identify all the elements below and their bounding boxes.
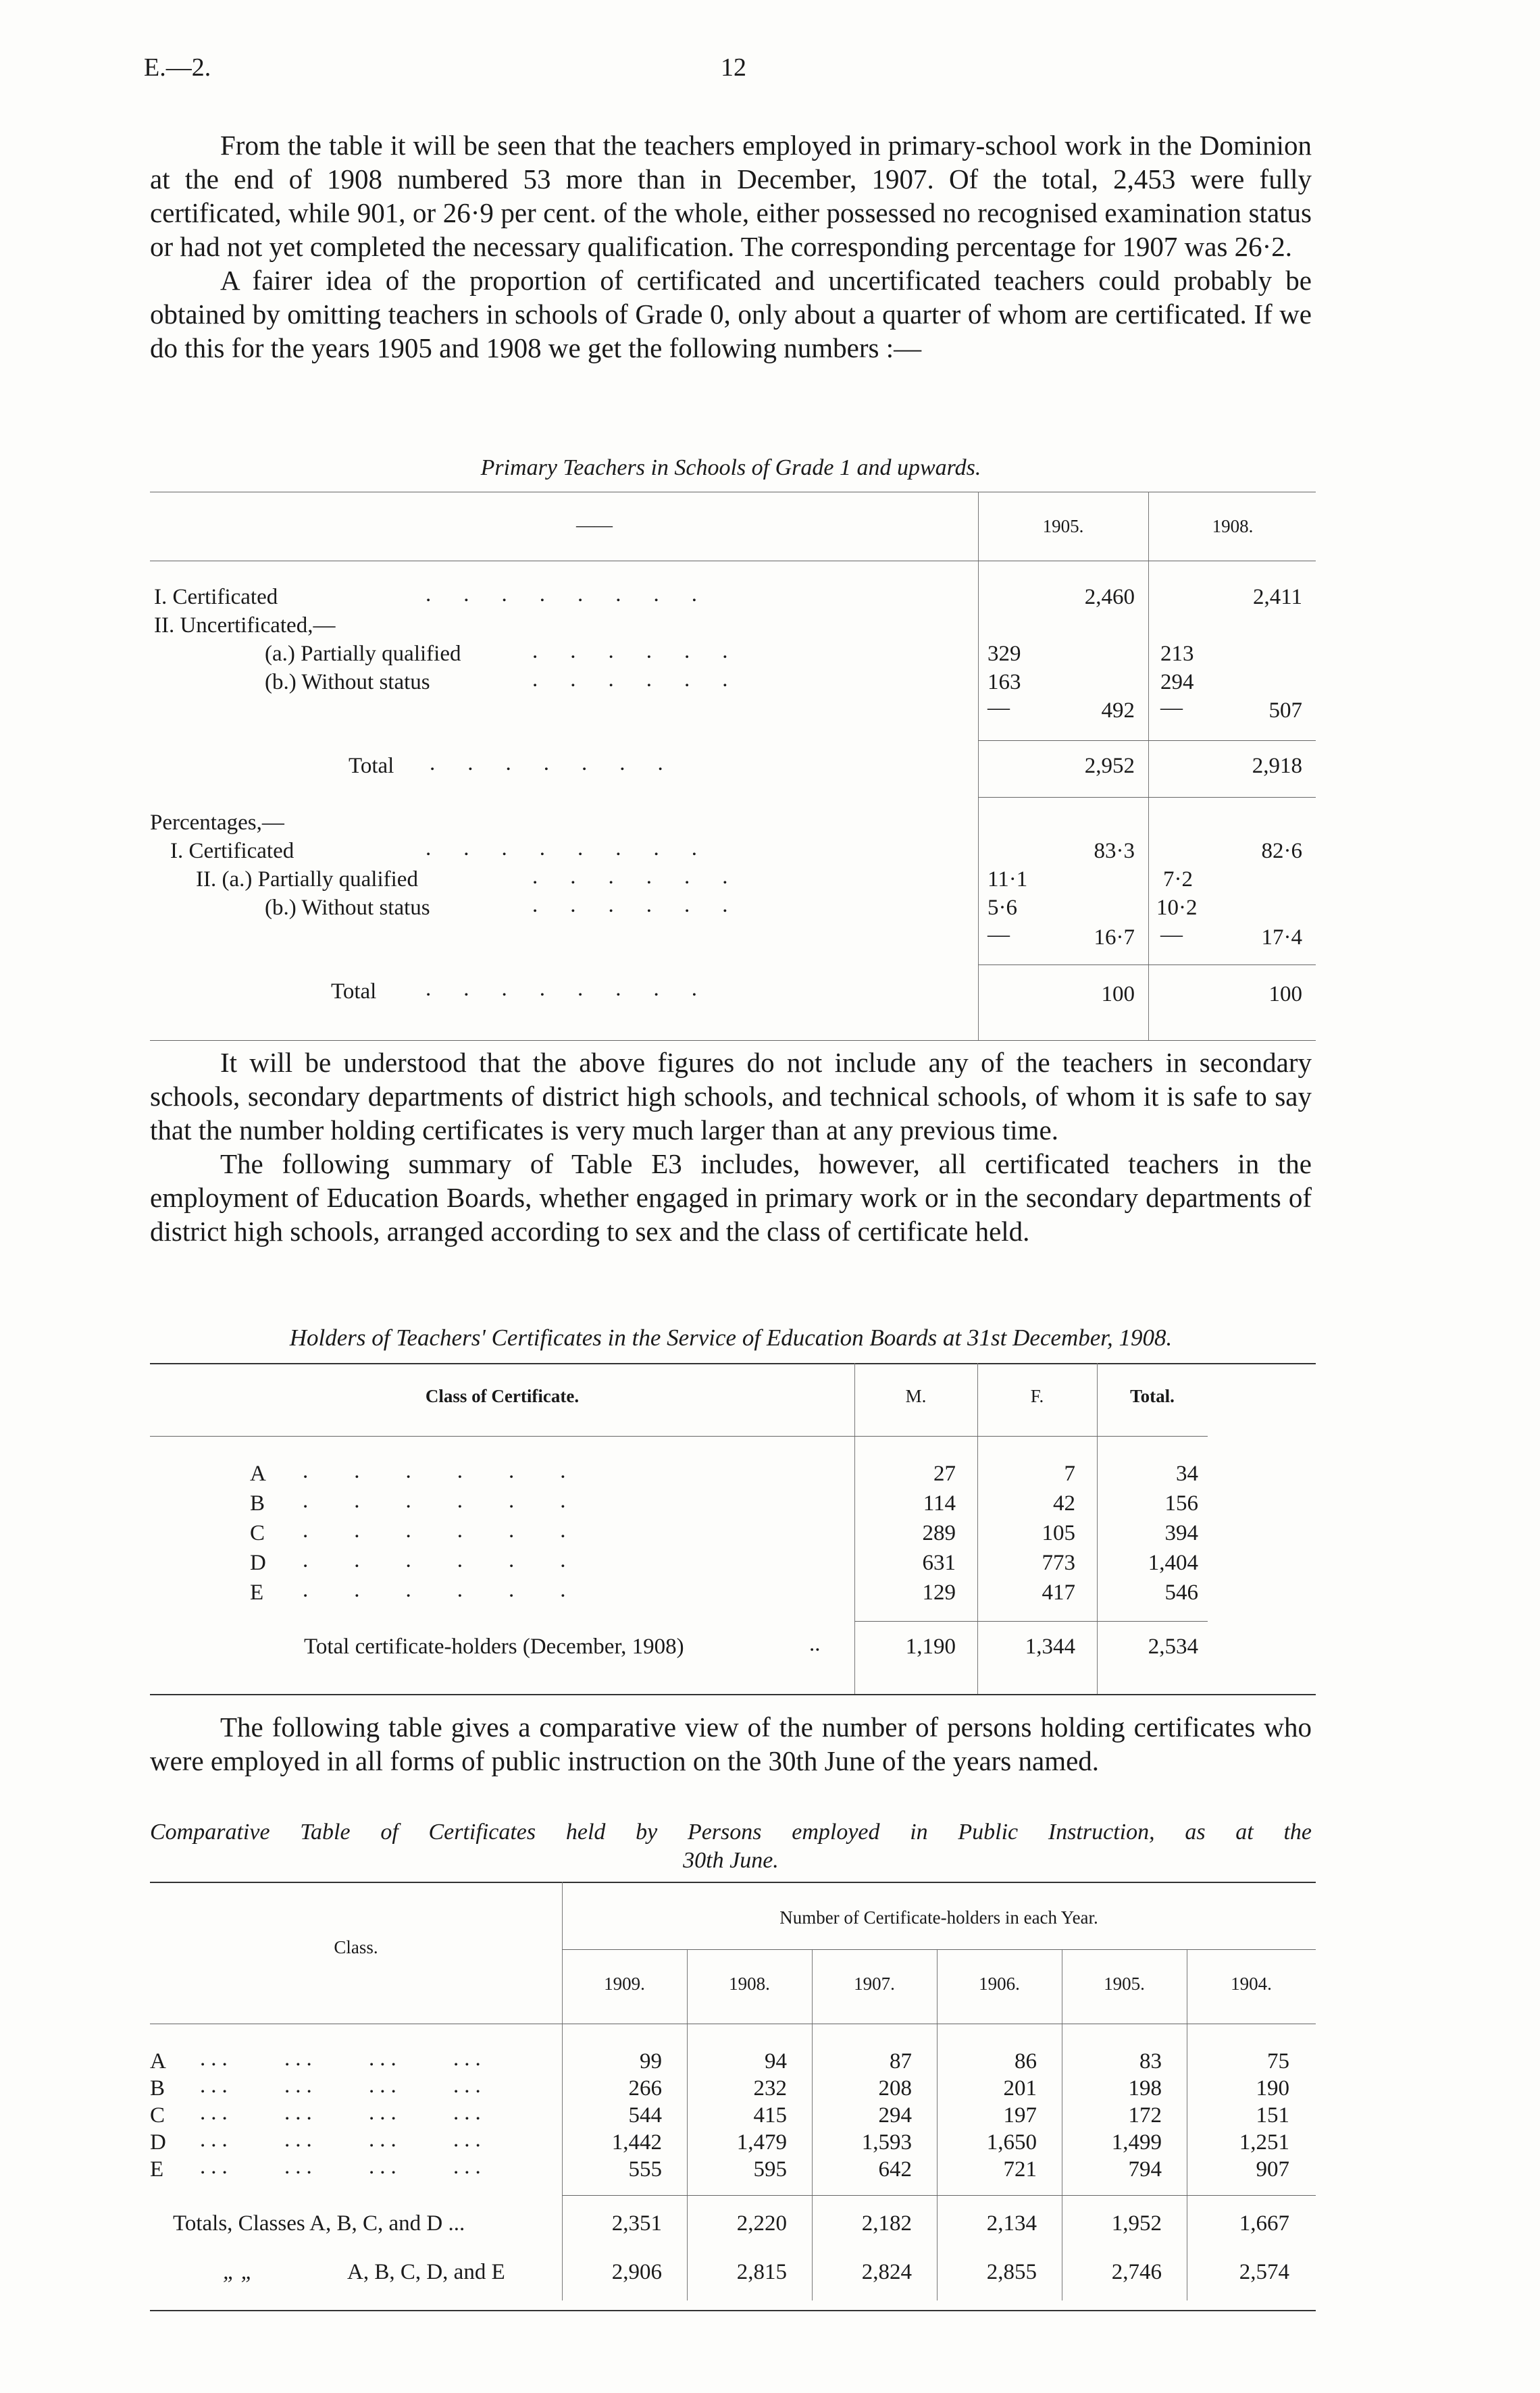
- table1-year-1905: 1905.: [1042, 516, 1084, 536]
- header-class: Class.: [334, 1937, 378, 1957]
- totals-abcde-1904: 2,574: [1239, 2260, 1289, 2284]
- d-1905: 1,499: [1111, 2130, 1162, 2155]
- leader-dots: ........: [426, 977, 729, 1001]
- class-b-label: B: [250, 1491, 265, 1516]
- a-1908: 94: [765, 2049, 787, 2074]
- uncert-total-1908: 507: [1268, 698, 1302, 723]
- totals-abcde-1906: 2,855: [986, 2260, 1037, 2284]
- document-code: E.—2.: [144, 53, 211, 82]
- without-status-1905: 163: [987, 670, 1021, 694]
- leader-dots: ..: [809, 1632, 821, 1656]
- a-1904: 75: [1267, 2049, 1289, 2074]
- certificated-1908: 2,411: [1252, 585, 1302, 609]
- leader-dots: .......: [430, 751, 696, 775]
- table2-caption: Holders of Teachers' Certificates in the Service of Education Boards at 31st December, 1908.: [289, 1324, 1173, 1351]
- c-1907: 294: [878, 2103, 912, 2128]
- year-1908: 1908.: [729, 1974, 770, 1994]
- total-holders-f: 1,344: [1025, 1635, 1075, 1659]
- a-1905: 83: [1139, 2049, 1162, 2074]
- class-b-f: 42: [1053, 1491, 1075, 1516]
- total-holders-total: 2,534: [1148, 1635, 1198, 1659]
- total-holders-label: Total certificate-holders (December, 1908): [304, 1635, 684, 1659]
- totals-abcd-1907: 2,182: [861, 2211, 912, 2236]
- pct-uncert-total-1908: 17·4: [1261, 925, 1302, 950]
- dash: —: [1160, 696, 1183, 720]
- partially-qualified-label: (a.) Partially qualified: [265, 642, 461, 666]
- leader-dots: ... ... ... ...: [200, 2128, 486, 2152]
- leader-dots: ......: [303, 1548, 612, 1572]
- total-1908: 2,918: [1252, 754, 1302, 778]
- total-1905: 2,952: [1084, 754, 1135, 778]
- paragraph-summary-e3: The following summary of Table E3 includes, however, all certificated teachers in the employment of Education Boards, whether engaged in primary work or in the secondary departments of district high schools, arranged according to sex and the class of certificate held.: [150, 1148, 1312, 1247]
- percentages-label: Percentages,—: [150, 810, 284, 835]
- header-class-of-certificate: Class of Certificate.: [425, 1386, 580, 1406]
- a-1906: 86: [1015, 2049, 1037, 2074]
- b-1908: 232: [753, 2076, 787, 2101]
- pct-uncert-total-1905: 16·7: [1094, 925, 1135, 950]
- uncert-total-1905: 492: [1101, 698, 1135, 723]
- dash: —: [987, 696, 1010, 720]
- pct-total-1908: 100: [1268, 982, 1302, 1006]
- dash: —: [1160, 923, 1183, 947]
- table3-class-b: B: [150, 2076, 165, 2101]
- leader-dots: ... ... ... ...: [200, 2155, 486, 2179]
- leader-dots: ......: [303, 1578, 612, 1602]
- e-1909: 555: [628, 2157, 662, 2182]
- without-status-1908: 294: [1160, 670, 1194, 694]
- table3-class-c: C: [150, 2103, 165, 2128]
- pct-certificated-label: I. Certificated: [170, 839, 294, 863]
- pct-without-1908: 10·2: [1156, 896, 1198, 920]
- table3-caption-line2: 30th June.: [683, 1848, 779, 1873]
- e-1904: 907: [1256, 2157, 1289, 2182]
- totals-abcd-1908: 2,220: [736, 2211, 787, 2236]
- class-b-total: 156: [1164, 1491, 1198, 1516]
- table3-caption-line1: Comparative Table of Certificates held by Persons employed in Public Instruction, as at the: [150, 1820, 1312, 1845]
- c-1908: 415: [753, 2103, 787, 2128]
- leader-dots: ........: [426, 582, 729, 607]
- class-d-m: 631: [922, 1551, 956, 1575]
- ditto-marks: „ „: [223, 2260, 253, 2284]
- totals-abcd-1906: 2,134: [986, 2211, 1037, 2236]
- d-1909: 1,442: [611, 2130, 662, 2155]
- class-a-m: 27: [933, 1462, 956, 1486]
- header-total: Total.: [1130, 1386, 1175, 1406]
- pct-without-1905: 5·6: [987, 896, 1017, 920]
- header-f: F.: [1030, 1386, 1044, 1406]
- table3-caption: [150, 1818, 1312, 1875]
- d-1904: 1,251: [1239, 2130, 1289, 2155]
- totals-abcde-label: A, B, C, D, and E: [347, 2260, 505, 2284]
- partially-qualified-1905: 329: [987, 642, 1021, 666]
- e-1905: 794: [1128, 2157, 1162, 2182]
- d-1907: 1,593: [861, 2130, 912, 2155]
- c-1905: 172: [1128, 2103, 1162, 2128]
- header-number-of-holders: Number of Certificate-holders in each Year.: [779, 1907, 1098, 1928]
- header-m: M.: [905, 1386, 927, 1406]
- year-1909: 1909.: [604, 1974, 645, 1994]
- class-a-total: 34: [1176, 1462, 1198, 1486]
- table3-class-d: D: [150, 2130, 166, 2155]
- class-e-f: 417: [1042, 1580, 1075, 1605]
- class-b-m: 114: [923, 1491, 956, 1516]
- class-e-label: E: [250, 1580, 264, 1605]
- class-d-f: 773: [1042, 1551, 1075, 1575]
- b-1907: 208: [878, 2076, 912, 2101]
- table1-total-label: Total: [349, 754, 394, 778]
- totals-abcd-1904: 1,667: [1239, 2211, 1289, 2236]
- paragraph-above-figures: It will be understood that the above figures do not include any of the teachers in secondary schools, secondary departments of district high schools, and technical schools, of whom it is safe to say that the number holding certificates is very much larger than at any previous time.: [150, 1047, 1312, 1146]
- class-a-f: 7: [1064, 1462, 1075, 1486]
- pct-total-1905: 100: [1101, 982, 1135, 1006]
- leader-dots: ......: [532, 865, 761, 889]
- comparative-text: [150, 1710, 1312, 1778]
- b-1906: 201: [1003, 2076, 1037, 2101]
- paragraph-comparative-view: The following table gives a comparative view of the number of persons holding certificates who were employed in all forms of public instruction on the 30th June of the years named.: [150, 1712, 1312, 1776]
- table3-class-a: A: [150, 2049, 166, 2074]
- without-status-label: (b.) Without status: [265, 670, 430, 694]
- paragraph-fairer-idea: A fairer idea of the proportion of certificated and uncertificated teachers could probably be obtained by omitting teachers in schools of Grade 0, only about a quarter of whom are certificated. If we do this for the years 1905 and 1908 we get the following numbers :—: [150, 265, 1312, 363]
- c-1909: 544: [628, 2103, 662, 2128]
- table1-year-1908: 1908.: [1212, 516, 1254, 536]
- leader-dots: ......: [303, 1459, 612, 1483]
- class-c-f: 105: [1042, 1521, 1075, 1545]
- d-1908: 1,479: [736, 2130, 787, 2155]
- class-d-total: 1,404: [1148, 1551, 1198, 1575]
- class-c-total: 394: [1164, 1521, 1198, 1545]
- table1-caption: Primary Teachers in Schools of Grade 1 and upwards.: [480, 455, 981, 480]
- leader-dots: ... ... ... ...: [200, 2074, 486, 2098]
- pct-certificated-1908: 82·6: [1261, 839, 1302, 863]
- totals-abcd-1909: 2,351: [611, 2211, 662, 2236]
- class-e-m: 129: [922, 1580, 956, 1605]
- leader-dots: ......: [532, 893, 761, 917]
- leader-dots: ........: [426, 836, 729, 860]
- a-1909: 99: [640, 2049, 662, 2074]
- paragraph-teachers-employed: From the table it will be seen that the teachers employed in primary-school work in the Dominion at the end of 1908 numbered 53 more than in December, 1907. Of the total, 2,453 were fully certificated, while 901, or 26·9 per cent. of the whole, either possessed no recognised examination status or had not yet completed the necessary qualification. The corresponding percentage for 1907 was 26·2.: [150, 130, 1312, 262]
- year-1904: 1904.: [1231, 1974, 1272, 1994]
- leader-dots: ... ... ... ...: [200, 2101, 486, 2125]
- totals-abcde-1908: 2,815: [736, 2260, 787, 2284]
- totals-abcd-1905: 1,952: [1111, 2211, 1162, 2236]
- e-1906: 721: [1003, 2157, 1037, 2182]
- dash: —: [987, 923, 1010, 947]
- pct-partially-1905: 11·1: [987, 867, 1028, 892]
- totals-abcde-1905: 2,746: [1111, 2260, 1162, 2284]
- year-1905: 1905.: [1104, 1974, 1145, 1994]
- leader-dots: ......: [303, 1489, 612, 1513]
- uncertificated-label: II. Uncertificated,—: [154, 613, 336, 638]
- class-c-m: 289: [922, 1521, 956, 1545]
- year-1907: 1907.: [854, 1974, 895, 1994]
- e-1907: 642: [878, 2157, 912, 2182]
- partially-qualified-1908: 213: [1160, 642, 1194, 666]
- c-1906: 197: [1003, 2103, 1037, 2128]
- middle-text: [150, 1046, 1312, 1248]
- table1-head-dash: ——: [576, 515, 613, 535]
- class-a-label: A: [250, 1462, 266, 1486]
- certificated-1905: 2,460: [1084, 585, 1135, 609]
- year-1906: 1906.: [979, 1974, 1020, 1994]
- d-1906: 1,650: [986, 2130, 1037, 2155]
- pct-certificated-1905: 83·3: [1094, 839, 1135, 863]
- pct-partially-label: II. (a.) Partially qualified: [196, 867, 418, 892]
- page-number: 12: [721, 53, 746, 82]
- totals-abcd-label: Totals, Classes A, B, C, and D ...: [173, 2211, 465, 2236]
- b-1909: 266: [628, 2076, 662, 2101]
- table3-class-e: E: [150, 2157, 164, 2182]
- leader-dots: ......: [303, 1518, 612, 1543]
- pct-partially-1908: 7·2: [1163, 867, 1193, 892]
- totals-abcde-1907: 2,824: [861, 2260, 912, 2284]
- a-1907: 87: [890, 2049, 912, 2074]
- class-e-total: 546: [1164, 1580, 1198, 1605]
- total-holders-m: 1,190: [905, 1635, 956, 1659]
- leader-dots: ......: [532, 639, 761, 663]
- totals-abcde-1909: 2,906: [611, 2260, 662, 2284]
- intro-text: [150, 128, 1312, 365]
- e-1908: 595: [753, 2157, 787, 2182]
- leader-dots: ... ... ... ...: [200, 2047, 486, 2071]
- pct-without-label: (b.) Without status: [265, 896, 430, 920]
- b-1905: 198: [1128, 2076, 1162, 2101]
- class-d-label: D: [250, 1551, 266, 1575]
- pct-total-label: Total: [331, 979, 377, 1004]
- b-1904: 190: [1256, 2076, 1289, 2101]
- class-c-label: C: [250, 1521, 265, 1545]
- c-1904: 151: [1256, 2103, 1289, 2128]
- certificated-label: I. Certificated: [154, 585, 278, 609]
- leader-dots: ......: [532, 667, 761, 692]
